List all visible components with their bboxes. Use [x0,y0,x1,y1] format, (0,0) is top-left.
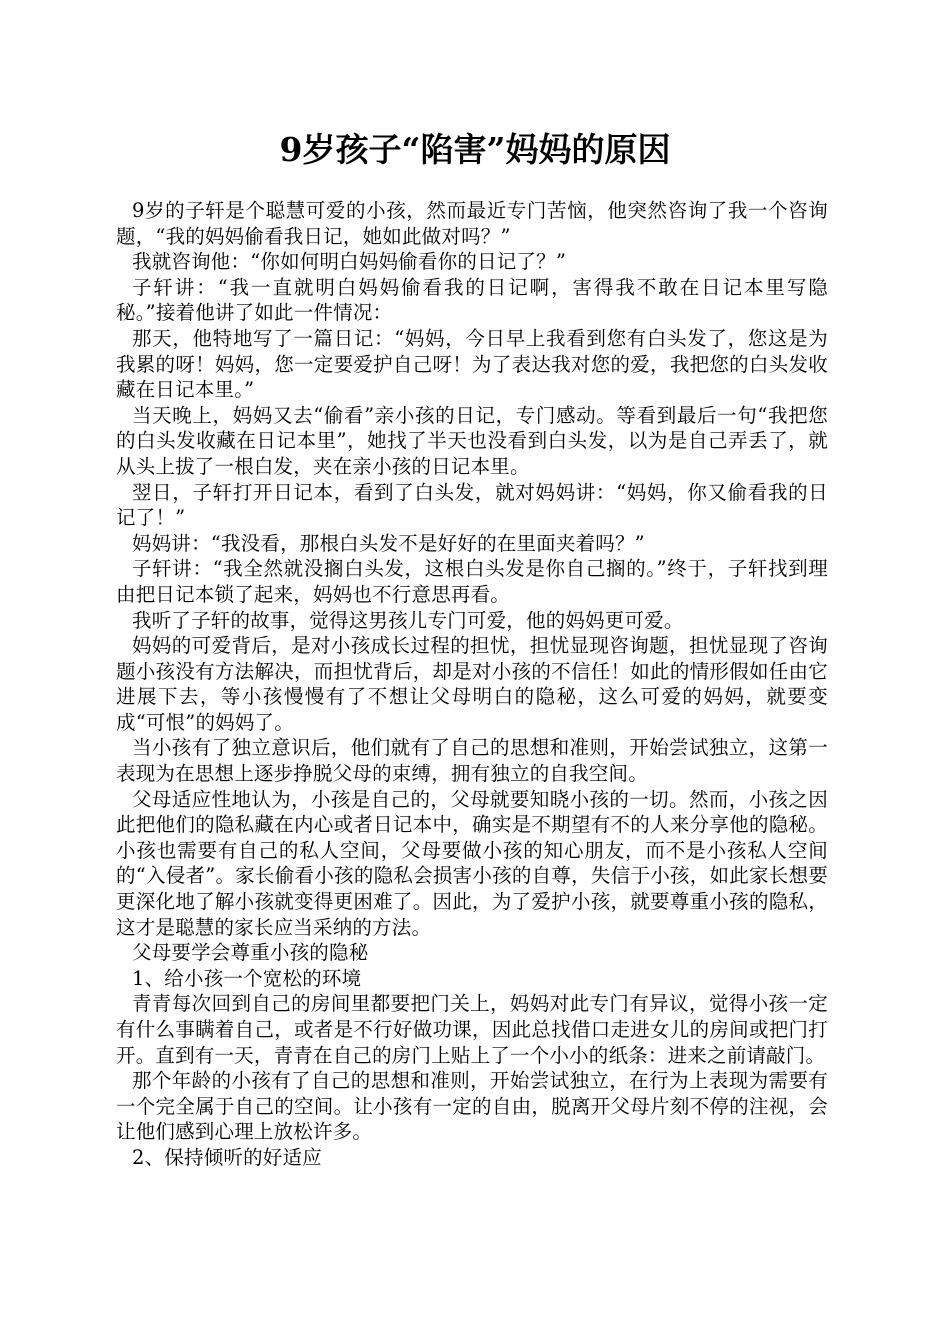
paragraph: 青青每次回到自己的房间里都要把门关上，妈妈对此专门有异议，觉得小孩一定有什么事瞒着自己，或者是不行好做功课，因此总找借口走进女儿的房间或把门打开。直到有一天，青青在自己的房门上贴上了一个小小的纸条：进来之前请敲门。 [116,992,828,1067]
paragraph: 妈妈的可爱背后，是对小孩成长过程的担忧，担忧显现咨询题，担忧显现了咨询题小孩没有方法解决，而担忧背后，却是对小孩的不信任！如此的情形假如任由它进展下去，等小孩慢慢有了不想让父母明白的隐秘，这么可爱的妈妈，就要变成“可恨”的妈妈了。 [116,634,828,734]
paragraph: 当天晚上，妈妈又去“偷看”亲小孩的日记，专门感动。等看到最后一句“我把您的白头发收藏在日记本里”，她找了半天也没看到白头发，以为是自己弄丢了，就从头上拔了一根白发，夹在亲小孩的日记本里。 [116,403,828,478]
document-title: 9岁孩子“陷害”妈妈的原因 [279,130,671,169]
paragraph: 子轩讲：“我全然就没搁白头发，这根白头发是你自己搁的。”终于，子轩找到理由把日记本锁了起来，妈妈也不行意思再看。 [116,557,828,606]
paragraph: 9岁的子轩是个聪慧可爱的小孩，然而最近专门苦恼，他突然咨询了我一个咨询题，“我的妈妈偷看我日记，她如此做对吗？” [116,199,828,248]
paragraph: 我听了子轩的故事，觉得这男孩儿专门可爱，他的妈妈更可爱。 [132,608,684,632]
list-heading: 2、保持倾听的好适应 [132,1145,322,1169]
paragraph: 子轩讲：“我一直就明白妈妈偷看我的日记啊，害得我不敢在日记本里写隐秘。”接着他讲了如此一件情况： [116,275,828,325]
paragraph: 当小孩有了独立意识后，他们就有了自己的思想和准则，开始尝试独立，这第一表现为在思想上逐步挣脱父母的束缚，拥有独立的自我空间。 [116,736,828,786]
paragraph: 妈妈讲：“我没看，那根白头发不是好好的在里面夹着吗？” [132,531,645,555]
paragraph: 我就咨询他：“你如何明白妈妈偷看你的日记了？” [132,250,567,274]
paragraph: 翌日，子轩打开日记本，看到了白头发，就对妈妈讲：“妈妈，你又偷看我的日记了！” [116,480,828,530]
paragraph: 那个年龄的小孩有了自己的思想和准则，开始尝试独立，在行为上表现为需要有一个完全属于自己的空间。让小孩有一定的自由，脱离开父母片刻不停的注视，会让他们感到心理上放松许多。 [116,1069,828,1144]
section-heading: 父母要学会尊重小孩的隐秘 [132,941,369,965]
list-heading: 1、给小孩一个宽松的环境 [132,966,362,990]
paragraph: 父母适应性地认为，小孩是自己的，父母就要知晓小孩的一切。然而，小孩之因此把他们的隐私藏在内心或者日记本中，确实是不期望有不的人来分享他的隐秘。小孩也需要有自己的私人空间，父母要做小孩的知心朋友，而不是小孩私人空间的“入侵者”。家长偷看小孩的隐私会损害小孩的自尊，失信于小孩，如此家长想要更深化地了解小孩就变得更困难了。因此，为了爱护小孩，就要尊重小孩的隐私，这才是聪慧的家长应当采纳的方法。 [116,787,828,939]
document-body [116,198,828,1171]
paragraph: 那天，他特地写了一篇日记：“妈妈，今日早上我看到您有白头发了，您这是为我累的呀！妈妈，您一定要爱护自己呀！为了表达我对您的爱，我把您的白头发收藏在日记本里。” [116,326,828,402]
